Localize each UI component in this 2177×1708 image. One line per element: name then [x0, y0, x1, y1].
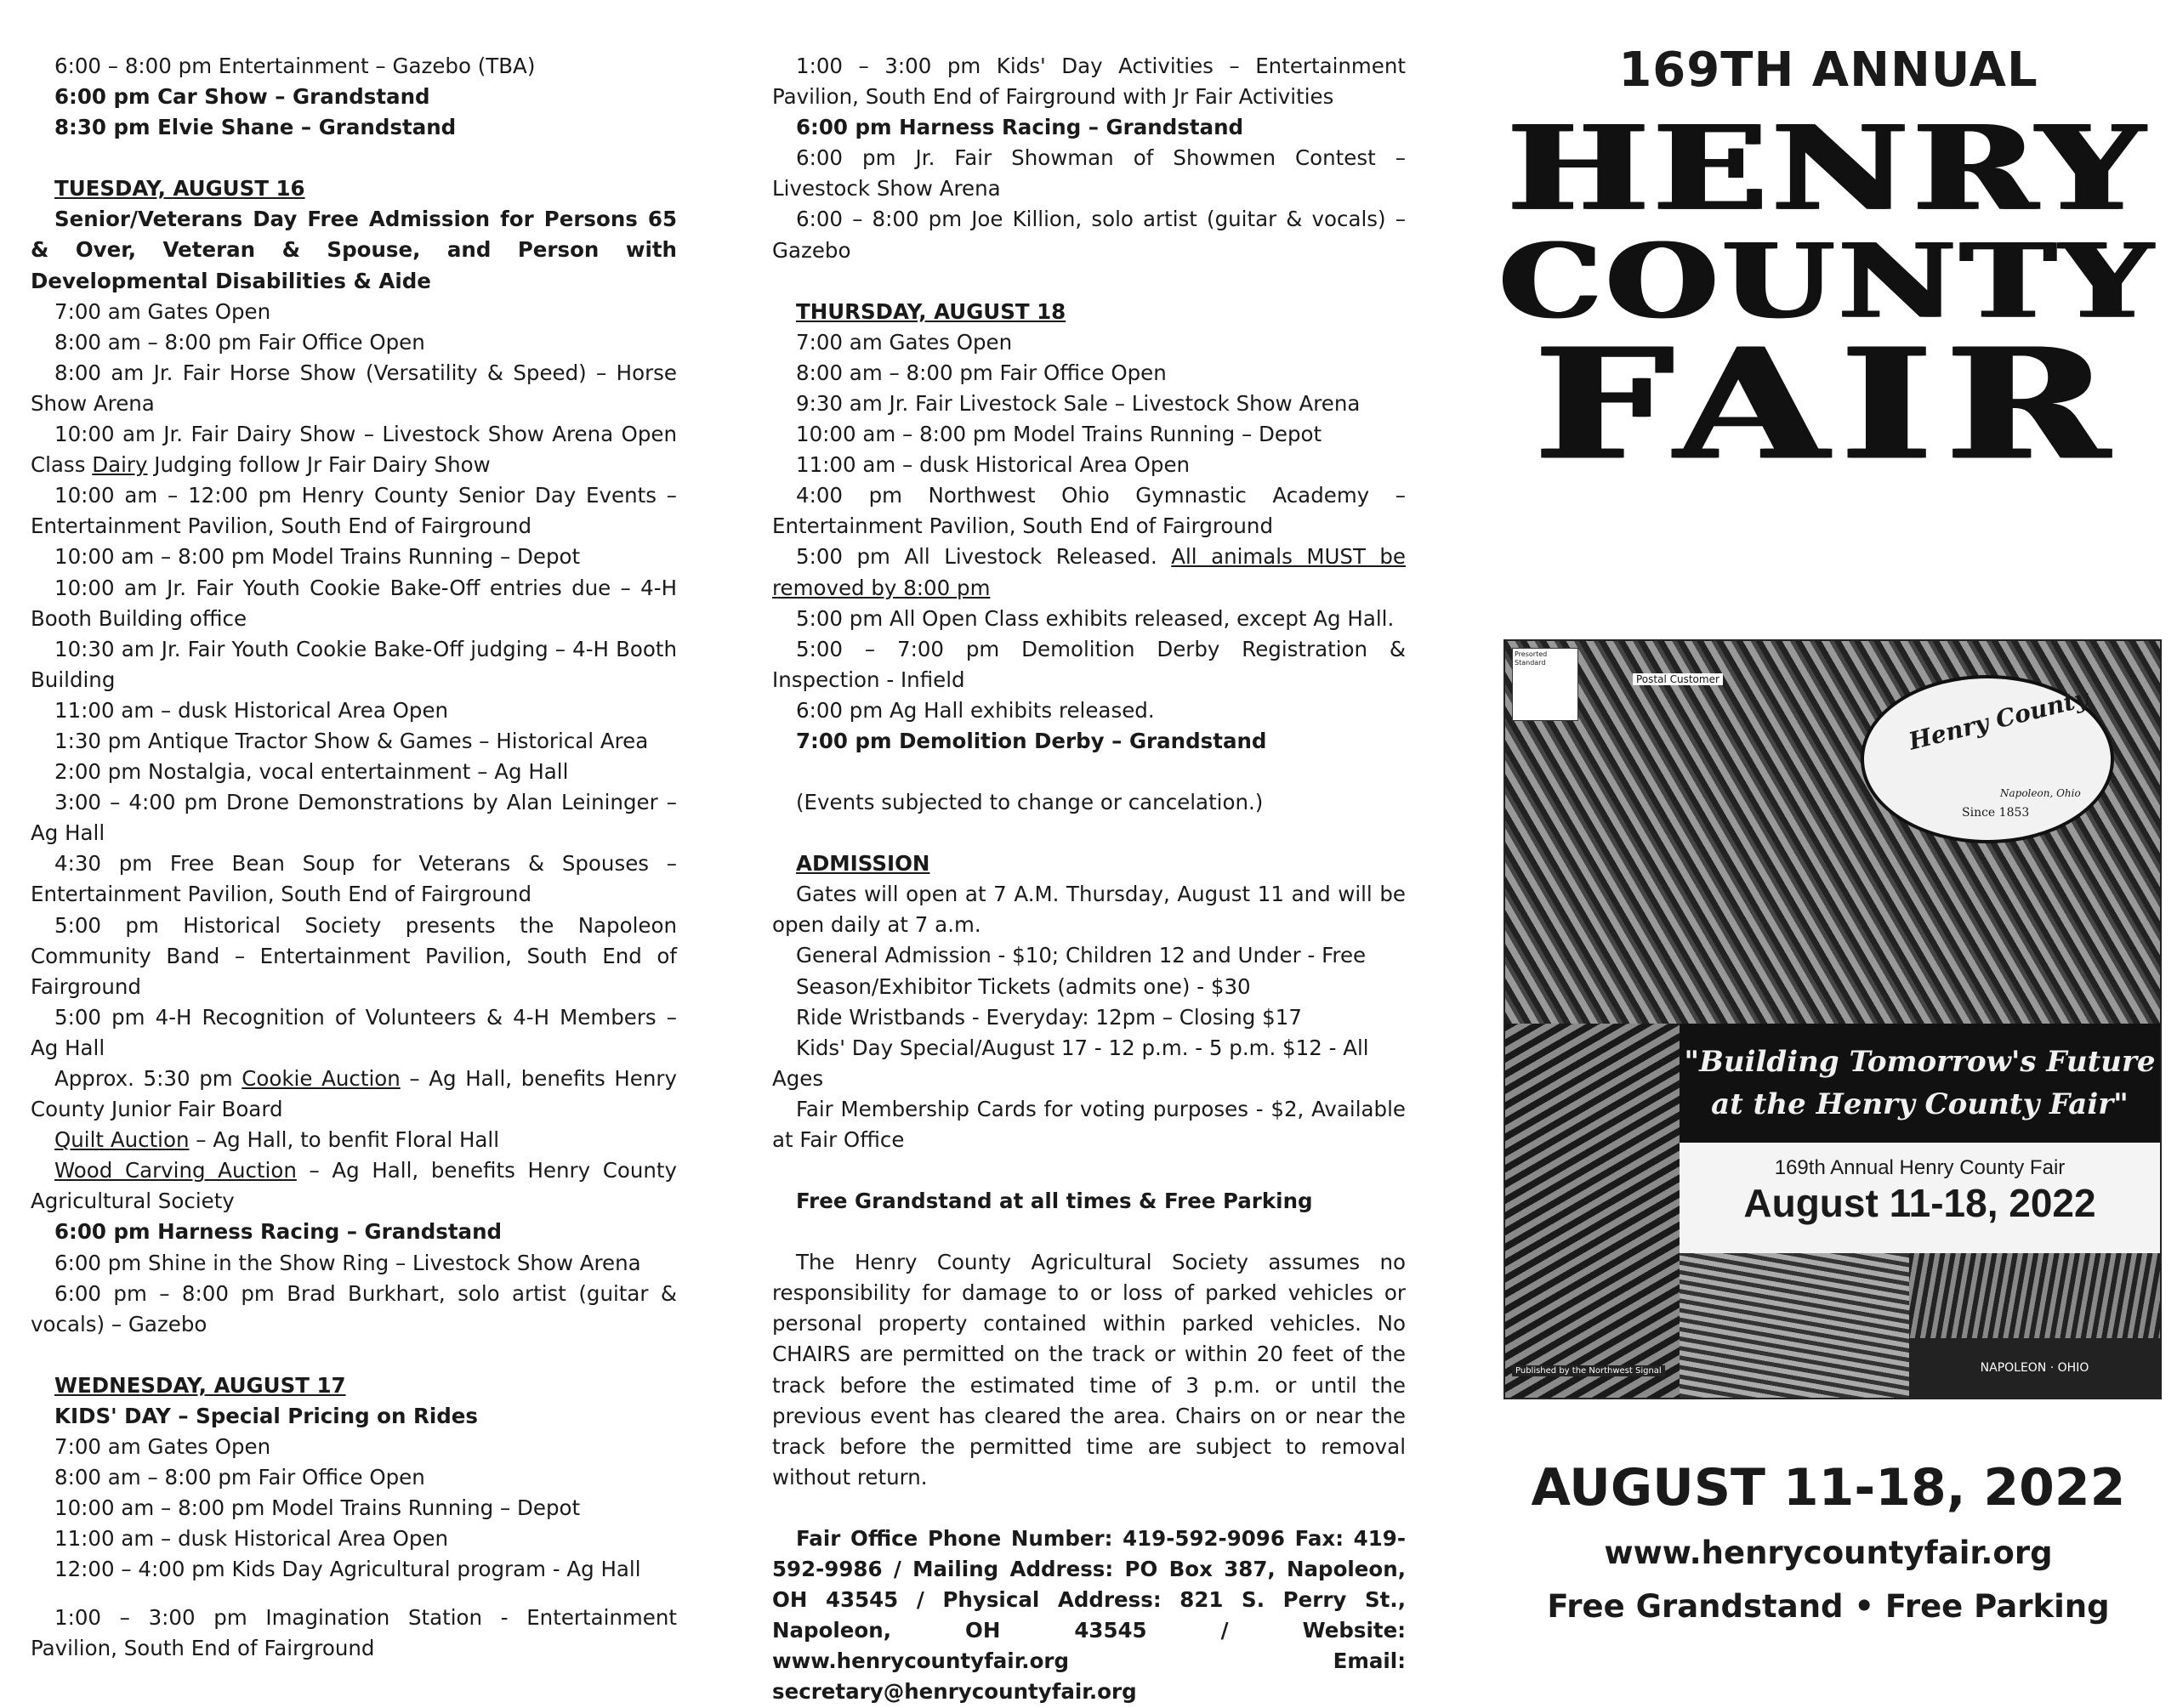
contact-info: Fair Office Phone Number: 419-592-9096 Fax: 419-592-9986 / Mailing Address: PO Box 387, Napoleon, OH 43545 / Physical Address: 821 S. Perry St., Napoleon, OH 43545 / Website: www.henrycountyfair.org Email: secretary@henrycountyfair.org [772, 1525, 1406, 1705]
event-line: 2:00 pm Nostalgia, vocal entertainment – Ag Hall [54, 759, 569, 785]
event-line: 7:00 am Gates Open [54, 1434, 271, 1460]
event-line: 10:00 am Jr. Fair Dairy Show – Livestock Show Arena Open Class Dairy Judging follow Jr Fair Dairy Show [31, 422, 677, 478]
day-heading-tuesday: TUESDAY, AUGUST 16 [54, 176, 305, 201]
event-line: 7:00 pm Demolition Derby – Grandstand [796, 728, 1267, 753]
fair-wordmark [1497, 94, 2160, 502]
event-line: 4:30 pm Free Bean Soup for Veterans & Spouses – Entertainment Pavilion, South End of Fairground [31, 851, 677, 907]
event-line: 6:00 – 8:00 pm Joe Killion, solo artist (guitar & vocals) – Gazebo [772, 207, 1406, 263]
kids-photo [1680, 1253, 1909, 1398]
event-line: 6:00 pm Shine in the Show Ring – Livestock Show Arena [54, 1250, 641, 1275]
admission-heading: ADMISSION [796, 851, 930, 877]
event-line: 5:00 pm Historical Society presents the Napoleon Community Band – Entertainment Pavilion, South End of Fairground [31, 912, 677, 999]
annual-title: 169TH ANNUAL [1618, 43, 2038, 98]
website-url: www.henrycountyfair.org [1604, 1535, 2053, 1571]
event-line: 7:00 am Gates Open [796, 329, 1013, 355]
event-line: 6:00 pm Jr. Fair Showman of Showmen Contest – Livestock Show Arena [772, 145, 1406, 201]
event-line: 6:00 pm Harness Racing – Grandstand [54, 1219, 503, 1245]
event-line: 7:00 am Gates Open [54, 298, 271, 324]
cover-dates: August 11-18, 2022 [1743, 1181, 2096, 1225]
admission-line: Kids' Day Special/August 17 - 12 p.m. - 5 p.m. $12 - All Ages [772, 1035, 1369, 1091]
event-line: 6:00 pm – 8:00 pm Brad Burkhart, solo artist (guitar & vocals) – Gazebo [31, 1280, 677, 1336]
postage-indicia: Presorted Standard [1512, 648, 1578, 721]
event-line: 10:00 am – 8:00 pm Model Trains Running – Depot [54, 544, 581, 570]
admission-line: Ride Wristbands - Everyday: 12pm – Closing $17 [796, 1004, 1302, 1030]
event-line: 4:00 pm Northwest Ohio Gymnastic Academy – Entertainment Pavilion, South End of Fairground [772, 483, 1406, 539]
day-heading-thursday: THURSDAY, AUGUST 18 [796, 298, 1066, 324]
slogan-line-2: at the Henry County Fair" [1711, 1087, 2129, 1121]
admission-line: General Admission - $10; Children 12 and Under - Free [796, 943, 1367, 968]
event-line: 5:00 – 7:00 pm Demolition Derby Registration & Inspection - Infield [772, 636, 1406, 692]
schedule-column-2 [772, 51, 1406, 1708]
event-line: 3:00 – 4:00 pm Drone Demonstrations by Alan Leininger – Ag Hall [31, 790, 677, 846]
day-heading-wednesday: WEDNESDAY, AUGUST 17 [54, 1372, 346, 1398]
event-line: 6:00 pm Car Show – Grandstand [54, 84, 430, 110]
logo-since: Since 1853 [1962, 806, 2030, 820]
event-line: 11:00 am – dusk Historical Area Open [54, 697, 449, 723]
cover-image [1503, 639, 2162, 1399]
event-line: 10:00 am – 8:00 pm Model Trains Running – Depot [796, 422, 1322, 447]
cover-town-label: NAPOLEON · OHIO [1909, 1338, 2160, 1398]
slogan-line-1: "Building Tomorrow's Future [1684, 1045, 2156, 1079]
publisher-credit: Published by the Northwest Signal [1512, 1365, 1665, 1376]
event-line: Quilt Auction – Ag Hall, to benfit Floral Hall [54, 1127, 500, 1153]
event-line: 10:30 am Jr. Fair Youth Cookie Bake-Off judging – 4-H Booth Building [31, 636, 677, 692]
special-day-note: Senior/Veterans Day Free Admission for Persons 65 & Over, Veteran & Spouse, and Person with Developmental Disabilities & Aide [31, 207, 677, 293]
event-line: 8:30 pm Elvie Shane – Grandstand [54, 115, 457, 140]
event-line: 1:00 – 3:00 pm Imagination Station - Entertainment Pavilion, South End of Fairground [31, 1604, 677, 1660]
event-line: 10:00 am – 8:00 pm Model Trains Running – Depot [54, 1495, 581, 1521]
event-line: 10:00 am Jr. Fair Youth Cookie Bake-Off entries due – 4-H Booth Building office [31, 575, 677, 631]
event-line: Wood Carving Auction – Ag Hall, benefits Henry County Agricultural Society [31, 1158, 677, 1214]
cover-header [1497, 34, 2160, 502]
admission-line: Season/Exhibitor Tickets (admits one) - $30 [796, 973, 1251, 999]
event-line: 11:00 am – dusk Historical Area Open [54, 1526, 449, 1552]
fair-logo-oval [1861, 675, 2114, 843]
event-line: 6:00 pm Harness Racing – Grandstand [796, 115, 1244, 140]
slogan-banner [1680, 1024, 2160, 1143]
event-line: 11:00 am – dusk Historical Area Open [796, 452, 1191, 478]
event-line: 12:00 – 4:00 pm Kids Day Agricultural program - Ag Hall [54, 1557, 641, 1582]
logo-town: Napoleon, Ohio [2000, 787, 2081, 799]
livestock-photo [1505, 1024, 1680, 1399]
disclaimer-paragraph: The Henry County Agricultural Society assumes no responsibility for damage to or loss of parked vehicles or personal property contained within parked vehicles. No CHAIRS are permitted on the track or within 20 feet of the track before the estimated time of 3 p.m. or until the previous event has cleared the area. Chairs on or near the track before the permitted time are subject to removal without return. [772, 1250, 1406, 1490]
wordmark-henry: HENRY [1508, 100, 2149, 237]
event-line: 6:00 – 8:00 pm Entertainment – Gazebo (TBA) [54, 54, 536, 78]
schedule-column-1 [31, 51, 677, 1664]
event-line: 8:00 am – 8:00 pm Fair Office Open [54, 329, 425, 355]
footer-dates: AUGUST 11-18, 2022 [1531, 1458, 2126, 1518]
admission-line: Gates will open at 7 A.M. Thursday, August 11 and will be open daily at 7 a.m. [772, 882, 1406, 938]
event-line: Approx. 5:30 pm Cookie Auction – Ag Hall, benefits Henry County Junior Fair Board [31, 1066, 677, 1122]
admission-line: Fair Membership Cards for voting purposes - $2, Available at Fair Office [772, 1096, 1406, 1152]
event-line: 9:30 am Jr. Fair Livestock Sale – Livestock Show Arena [796, 390, 1361, 416]
event-line: 1:30 pm Antique Tractor Show & Games – Historical Area [54, 728, 649, 753]
postal-customer-label: Postal Customer [1633, 673, 1723, 685]
wordmark-county: COUNTY [1499, 221, 2157, 342]
free-grandstand-parking: Free Grandstand • Free Parking [1547, 1588, 2110, 1625]
special-day-note: KIDS' DAY – Special Pricing on Rides [54, 1403, 478, 1428]
event-line: 10:00 am – 12:00 pm Henry County Senior Day Events – Entertainment Pavilion, South End of Fairground [31, 483, 677, 539]
logo-name: Henry County [1906, 684, 2092, 756]
grandstand-photo [1909, 1253, 2160, 1338]
event-line: 5:00 pm All Livestock Released. All animals MUST be removed by 8:00 pm [772, 544, 1406, 600]
event-line: 5:00 pm All Open Class exhibits released, except Ag Hall. [796, 605, 1395, 631]
wordmark-fair: FAIR [1534, 315, 2123, 495]
event-line: 8:00 am – 8:00 pm Fair Office Open [54, 1465, 425, 1490]
event-line: 6:00 pm Ag Hall exhibits released. [796, 697, 1155, 723]
event-line: 8:00 am Jr. Fair Horse Show (Versatility & Speed) – Horse Show Arena [31, 360, 677, 416]
cover-subtitle: 169th Annual Henry County Fair [1774, 1156, 2066, 1179]
event-line: 5:00 pm 4-H Recognition of Volunteers & 4-H Members – Ag Hall [31, 1004, 677, 1060]
cover-date-band [1680, 1143, 2160, 1253]
schedule-note: (Events subjected to change or cancelation.) [796, 790, 1264, 815]
event-line: 1:00 – 3:00 pm Kids' Day Activities – Entertainment Pavilion, South End of Fairground with Jr Fair Activities [772, 54, 1406, 110]
free-grandstand-note: Free Grandstand at all times & Free Parking [796, 1189, 1313, 1214]
event-line: 8:00 am – 8:00 pm Fair Office Open [796, 360, 1167, 385]
